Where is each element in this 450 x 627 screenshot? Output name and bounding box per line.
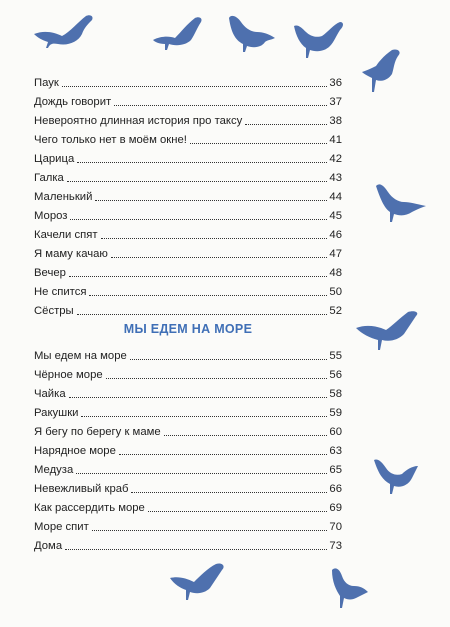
toc-entry-page: 47 <box>329 248 342 260</box>
toc-entry[interactable] <box>34 109 342 128</box>
bird-icon <box>374 458 420 494</box>
toc-entry-title: Галка <box>34 172 64 184</box>
toc-entry-page: 45 <box>329 210 342 222</box>
toc-leader-dots <box>130 358 328 360</box>
toc-entry-page: 37 <box>329 96 342 108</box>
bird-icon <box>34 14 96 50</box>
bird-icon <box>362 48 402 94</box>
toc-entry[interactable] <box>34 420 342 439</box>
toc-leader-dots <box>119 453 328 455</box>
toc-entry[interactable] <box>34 166 342 185</box>
toc-leader-dots <box>106 377 328 379</box>
toc-entry-title: Маленький <box>34 191 93 203</box>
toc-entry-title: Я маму качаю <box>34 248 108 260</box>
toc-entry-page: 52 <box>329 305 342 317</box>
toc-entry-page: 43 <box>329 172 342 184</box>
toc-leader-dots <box>190 142 328 144</box>
toc-entry[interactable] <box>34 401 342 420</box>
toc-list-part-1 <box>34 71 342 318</box>
toc-entry-title: Мороз <box>34 210 68 222</box>
toc-entry-title: Нарядное море <box>34 445 116 457</box>
toc-leader-dots <box>148 510 328 512</box>
toc-entry-page: 46 <box>329 229 342 241</box>
toc-entry-page: 70 <box>329 521 342 533</box>
toc-entry[interactable] <box>34 261 342 280</box>
toc-entry-title: Я бегу по берегу к маме <box>34 426 161 438</box>
toc-entry-page: 63 <box>329 445 342 457</box>
toc-leader-dots <box>77 161 327 163</box>
toc-entry-title: Дома <box>34 540 63 552</box>
toc-entry[interactable] <box>34 382 342 401</box>
toc-entry[interactable] <box>34 128 342 147</box>
toc-entry[interactable] <box>34 71 342 90</box>
toc-leader-dots <box>62 85 328 87</box>
toc-entry-page: 58 <box>329 388 342 400</box>
toc-entry[interactable] <box>34 344 342 363</box>
toc-entry-title: Море спит <box>34 521 89 533</box>
toc-leader-dots <box>245 123 327 125</box>
toc-entry-page: 48 <box>329 267 342 279</box>
toc-leader-dots <box>92 529 328 531</box>
toc-entry-title: Вечер <box>34 267 66 279</box>
toc-entry-title: Чёрное море <box>34 369 103 381</box>
toc-leader-dots <box>67 180 328 182</box>
section-title: МЫ ЕДЕМ НА МОРЕ <box>123 322 253 336</box>
toc-entry-page: 55 <box>329 350 342 362</box>
toc-entry-title: Паук <box>34 77 59 89</box>
toc-entry-title: Как рассердить море <box>34 502 145 514</box>
toc-leader-dots <box>164 434 328 436</box>
toc-entry-title: Дождь говорит <box>34 96 112 108</box>
toc-leader-dots <box>89 294 327 296</box>
toc-entry-page: 59 <box>329 407 342 419</box>
toc-entry[interactable] <box>34 147 342 166</box>
toc-entry-title: Ракушки <box>34 407 79 419</box>
toc-entry-page: 50 <box>329 286 342 298</box>
toc-entry-page: 60 <box>329 426 342 438</box>
bird-icon <box>356 308 420 352</box>
toc-entry[interactable] <box>34 299 342 318</box>
toc-entry-page: 38 <box>329 115 342 127</box>
toc-leader-dots <box>69 275 328 277</box>
toc-leader-dots <box>77 313 328 315</box>
bird-icon <box>330 566 370 610</box>
toc-entry-page: 41 <box>329 134 342 146</box>
toc-leader-dots <box>76 472 327 474</box>
toc-entry[interactable] <box>34 223 342 242</box>
toc-entry[interactable] <box>34 363 342 382</box>
toc-entry[interactable] <box>34 90 342 109</box>
toc-entry[interactable] <box>34 439 342 458</box>
toc-entry-page: 65 <box>329 464 342 476</box>
toc-leader-dots <box>114 104 327 106</box>
toc-leader-dots <box>111 256 328 258</box>
bird-icon <box>153 16 205 50</box>
toc-entry-page: 44 <box>329 191 342 203</box>
toc-leader-dots <box>69 396 328 398</box>
toc-entry-title: Невероятно длинная история про таксу <box>34 115 243 127</box>
toc-entry[interactable] <box>34 204 342 223</box>
toc-entry-title: Чего только нет в моём окне! <box>34 134 187 146</box>
toc-entry[interactable] <box>34 515 342 534</box>
toc-entry[interactable] <box>34 477 342 496</box>
toc-entry-title: Не спится <box>34 286 87 298</box>
toc-entry-title: Царица <box>34 153 75 165</box>
toc-leader-dots <box>101 237 328 239</box>
toc-entry-page: 73 <box>329 540 342 552</box>
toc-leader-dots <box>131 491 327 493</box>
toc-entry-title: Качели спят <box>34 229 98 241</box>
bird-icon <box>227 12 279 54</box>
toc-entry[interactable] <box>34 185 342 204</box>
toc-entry[interactable] <box>34 280 342 299</box>
toc-entry-title: Медуза <box>34 464 74 476</box>
toc-entry-title: Невежливый краб <box>34 483 129 495</box>
bird-icon <box>294 18 344 60</box>
toc-entry[interactable] <box>34 496 342 515</box>
toc-entry[interactable] <box>34 242 342 261</box>
bird-icon <box>376 182 428 222</box>
toc-list-part-2 <box>34 344 342 553</box>
toc-entry-page: 36 <box>329 77 342 89</box>
toc-leader-dots <box>95 199 327 201</box>
toc-entry[interactable] <box>34 458 342 477</box>
toc-leader-dots <box>81 415 327 417</box>
toc-entry-page: 69 <box>329 502 342 514</box>
toc-leader-dots <box>65 548 327 550</box>
toc-leader-dots <box>70 218 327 220</box>
toc-entry[interactable] <box>34 534 342 553</box>
toc-entry-page: 66 <box>329 483 342 495</box>
toc-entry-title: Мы едем на море <box>34 350 127 362</box>
toc-entry-title: Сёстры <box>34 305 74 317</box>
toc-entry-page: 42 <box>329 153 342 165</box>
toc-entry-title: Чайка <box>34 388 66 400</box>
bird-icon <box>170 562 226 602</box>
toc-entry-page: 56 <box>329 369 342 381</box>
